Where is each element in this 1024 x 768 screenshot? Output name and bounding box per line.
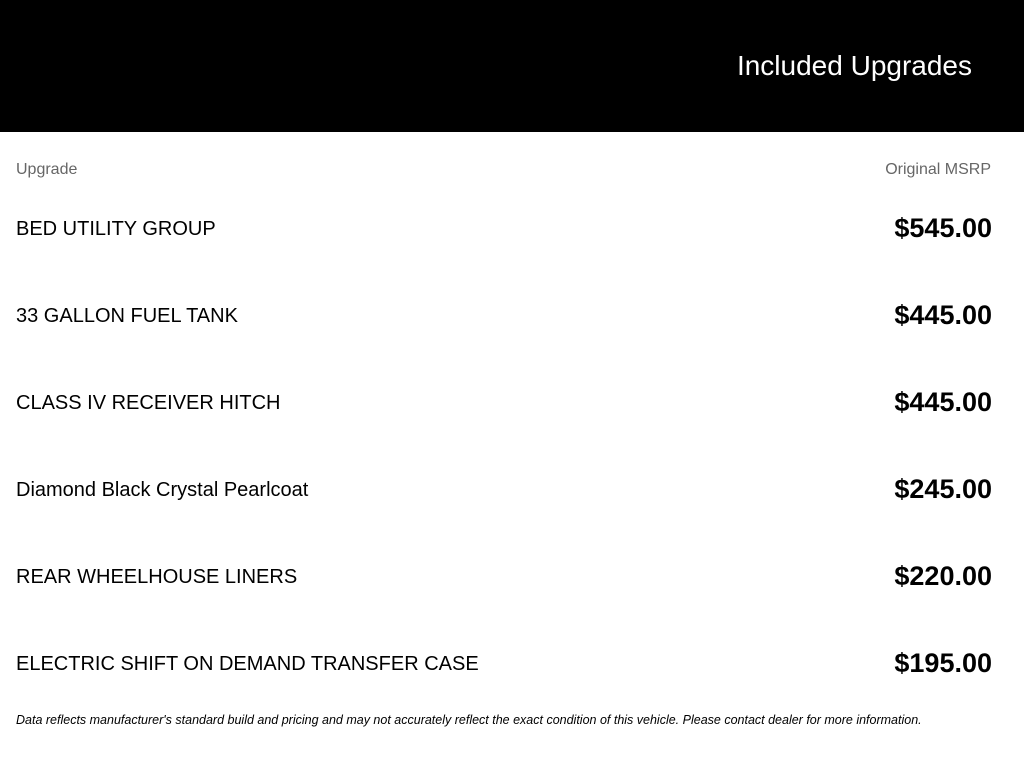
list-item [0,461,1024,548]
column-header-upgrade: Upgrade [16,161,78,178]
upgrade-list [0,200,1024,722]
disclaimer-text: Data reflects manufacturer's standard build and pricing and may not accurately reflect the exact condition of this vehicle. Please contact dealer for more information. [16,713,922,727]
page-title: Included Upgrades [736,50,972,81]
upgrade-price: $245.00 [894,474,992,504]
list-item [0,548,1024,635]
upgrade-name: ELECTRIC SHIFT ON DEMAND TRANSFER CASE [16,653,479,675]
column-header-msrp: Original MSRP [885,161,991,178]
upgrade-price: $445.00 [894,300,992,330]
list-item [0,374,1024,461]
upgrade-name: REAR WHEELHOUSE LINERS [16,566,298,588]
upgrade-name: 33 GALLON FUEL TANK [16,305,238,327]
upgrade-name: BED UTILITY GROUP [16,218,216,240]
upgrade-price: $545.00 [894,213,992,243]
upgrade-price: $445.00 [894,387,992,417]
upgrade-price: $195.00 [894,648,992,678]
list-item [0,200,1024,287]
upgrade-name: CLASS IV RECEIVER HITCH [16,392,281,414]
list-item [0,635,1024,722]
upgrade-name: Diamond Black Crystal Pearlcoat [16,479,309,501]
list-item [0,287,1024,374]
header-bar [0,0,1024,132]
upgrade-price: $220.00 [894,561,992,591]
column-headers [0,160,1024,180]
